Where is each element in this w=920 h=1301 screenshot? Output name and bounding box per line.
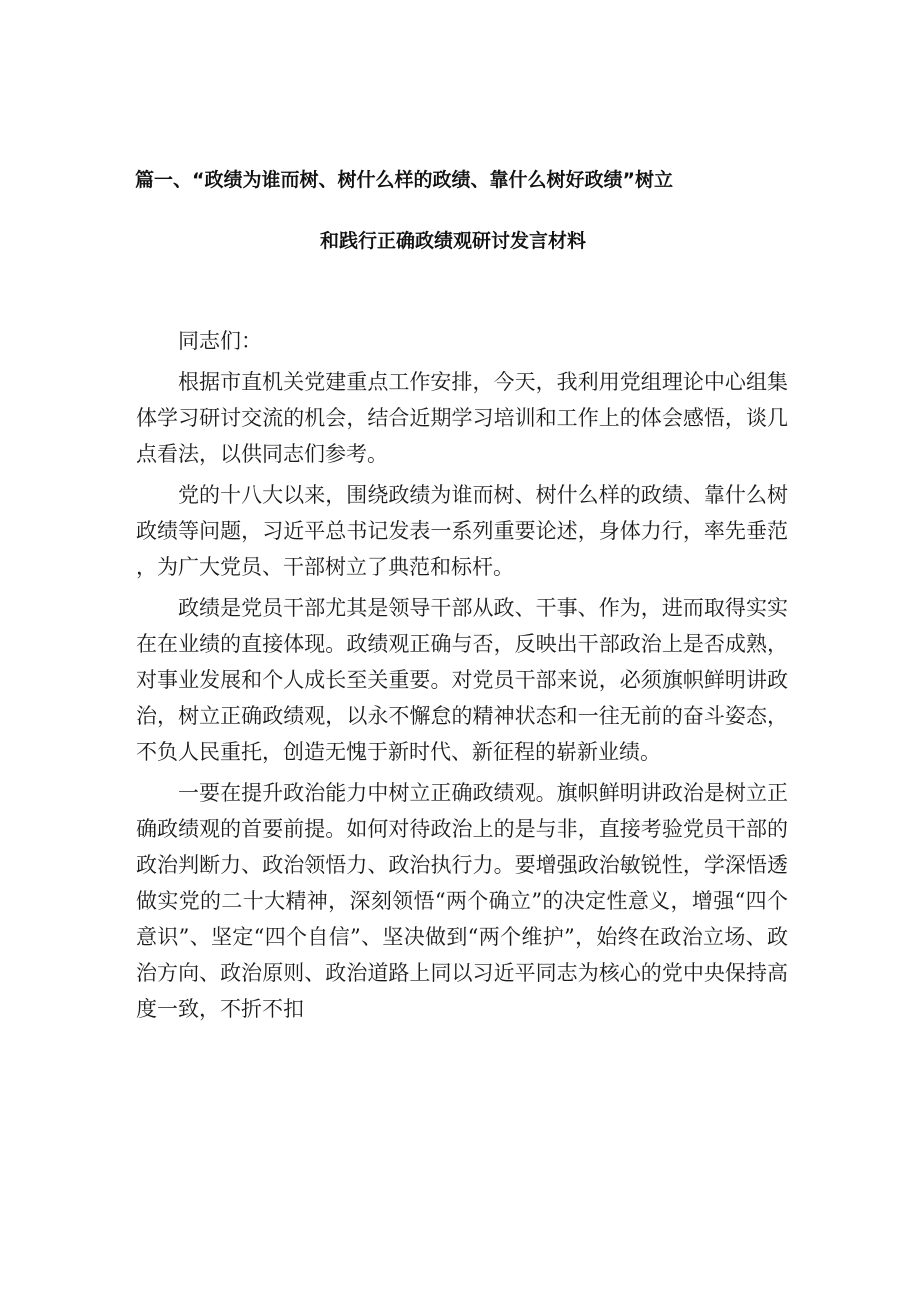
document-title-line-1: 篇一、“政绩为谁而树、树什么样的政绩、靠什么树好政绩”树立 xyxy=(135,169,673,191)
salutation: 同志们： xyxy=(178,329,262,353)
paragraph-intro: 根据市直机关党建重点工作安排，今天，我利用党组理论中心组集体学习研讨交流的机会，结合近期学习培训和工作上的体会感悟，谈几点看法，以供同志们参考。 xyxy=(136,370,788,466)
document-title-line-2: 和践行正确政绩观研讨发言材料 xyxy=(320,230,587,252)
paragraph-significance: 政绩是党员干部尤其是领导干部从政、干事、作为，进而取得实实在在业绩的直接体现。政绩观正确与否，反映出干部政治上是否成熟，对事业发展和个人成长至关重要。对党员干部来说，必须旗帜鲜明讲政治，树立正确政绩观，以永不懈怠的精神状态和一往无前的奋斗姿态，不负人民重托，创造无愧于新时代、新征程的崭新业绩。 xyxy=(136,596,788,764)
paragraph-background: 党的十八大以来，围绕政绩为谁而树、树什么样的政绩、靠什么树政绩等问题，习近平总书记发表一系列重要论述，身体力行，率先垂范，为广大党员、干部树立了典范和标杆。 xyxy=(136,483,788,579)
paragraph-point-one: 一要在提升政治能力中树立正确政绩观。旗帜鲜明讲政治是树立正确政绩观的首要前提。如何对待政治上的是与非，直接考验党员干部的政治判断力、政治领悟力、政治执行力。要增强政治敏锐性，学深悟透做实党的二十大精神，深刻领悟“两个确立”的决定性意义，增强“四个意识”、坚定“四个自信”、坚决做到“两个维护”，始终在政治立场、政治方向、政治原则、政治道路上同以习近平同志为核心的党中央保持高度一致，不折不扣 xyxy=(136,781,788,1021)
document-body xyxy=(136,323,788,1032)
